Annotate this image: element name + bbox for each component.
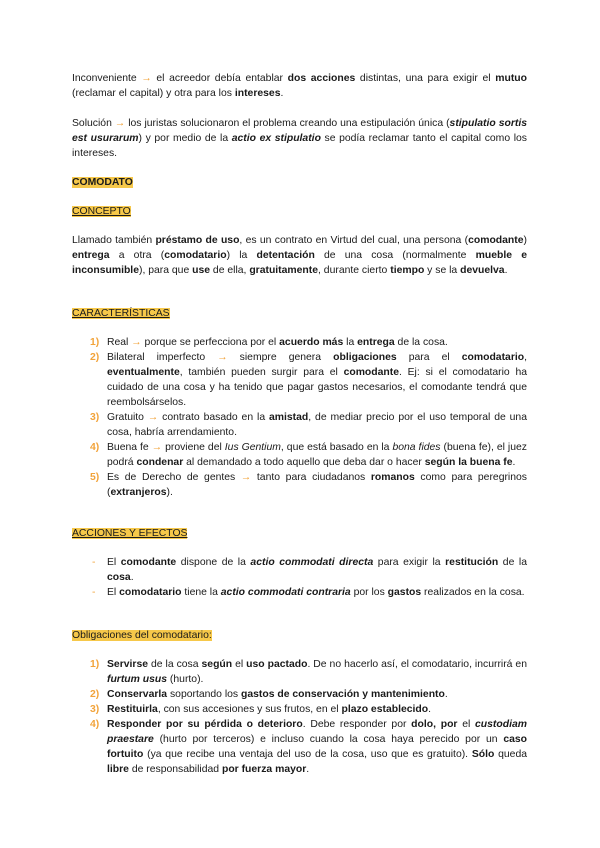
list-acciones — [72, 555, 527, 600]
arrow-icon: → — [147, 412, 159, 423]
list-item: - El comodatario tiene la actio commodati contraria por los gastos realizados en la cosa. — [92, 587, 525, 598]
list-item: 1) Real → porque se perfecciona por el acuerdo más la entrega de la cosa. — [90, 337, 448, 348]
arrow-icon: → — [114, 118, 126, 129]
list-item: - El comodante dispone de la actio commodati directa para exigir la restitución de la cosa. — [92, 557, 527, 583]
paragraph-concepto: Llamado también préstamo de uso, es un contrato en Virtud del cual, una persona (comodante) entrega a otra (comodatario) la detentación de una cosa (normalmente mueble e inconsumible), para que use de ella, gratuitamente, durante cierto tiempo y se la devuelva. — [72, 235, 527, 276]
heading-acciones: ACCIONES Y EFECTOS — [72, 528, 188, 539]
list-caracteristicas — [72, 335, 527, 500]
arrow-icon: → — [151, 442, 163, 453]
paragraph-solucion: Solución → los juristas solucionaron el problema creando una estipulación única (stipulatio sortis est usurarum) y por medio de la actio ex stipulatio se podía reclamar tanto el capital como los intereses. — [72, 118, 527, 159]
arrow-icon: → — [240, 472, 252, 483]
heading-caracteristicas: CARACTERÍSTICAS — [72, 308, 170, 319]
list-item: 3) Gratuito → contrato basado en la amistad, de mediar precio por el uso temporal de una cosa, habría arrendamiento. — [90, 412, 527, 438]
heading-concepto: CONCEPTO — [72, 206, 131, 217]
list-item: 2) Bilateral imperfecto → siempre genera obligaciones para el comodatario, eventualmente, también pueden surgir para el comodante. Ej: si el comodatario ha cuidado de una cosa y ha tenido que pagar gastos necesarios, el comodante tendrá que reembolsárselos. — [90, 352, 528, 408]
arrow-icon: → — [131, 337, 142, 348]
list-item: 2) Conservarla soportando los gastos de conservación y mantenimiento. — [90, 689, 448, 700]
list-item: 4) Responder por su pérdida o deterioro. Debe responder por dolo, por el custodiam praestare (hurto por terceros) e incluso cuando la cosa haya perecido por un caso fortuito (ya que recibe una ventaja del uso de la cosa, uso que es gratuito). Sólo queda libre de responsabilidad por fuerza mayor. — [90, 719, 527, 775]
heading-comodato: COMODATO — [72, 177, 133, 188]
arrow-icon: → — [141, 73, 152, 84]
arrow-icon: → — [217, 352, 228, 363]
list-item: 5) Es de Derecho de gentes → tanto para ciudadanos romanos como para peregrinos (extranjeros). — [90, 472, 527, 498]
heading-obligaciones: Obligaciones del comodatario: — [72, 630, 212, 641]
list-item: 4) Buena fe → proviene del Ius Gentium, que está basado en la bona fides (buena fe), el juez podrá condenar al demandado a todo aquello que deba dar o hacer según la buena fe. — [90, 442, 527, 468]
list-item: 3) Restituirla, con sus accesiones y sus frutos, en el plazo establecido. — [90, 704, 431, 715]
list-item: 1) Servirse de la cosa según el uso pactado. De no hacerlo así, el comodatario, incurrirá en furtum usus (hurto). — [90, 659, 527, 685]
list-obligaciones — [72, 657, 527, 777]
paragraph-inconveniente: Inconveniente → el acreedor debía entablar dos acciones distintas, una para exigir el mutuo (reclamar el capital) y otra para los intereses. — [72, 73, 527, 99]
